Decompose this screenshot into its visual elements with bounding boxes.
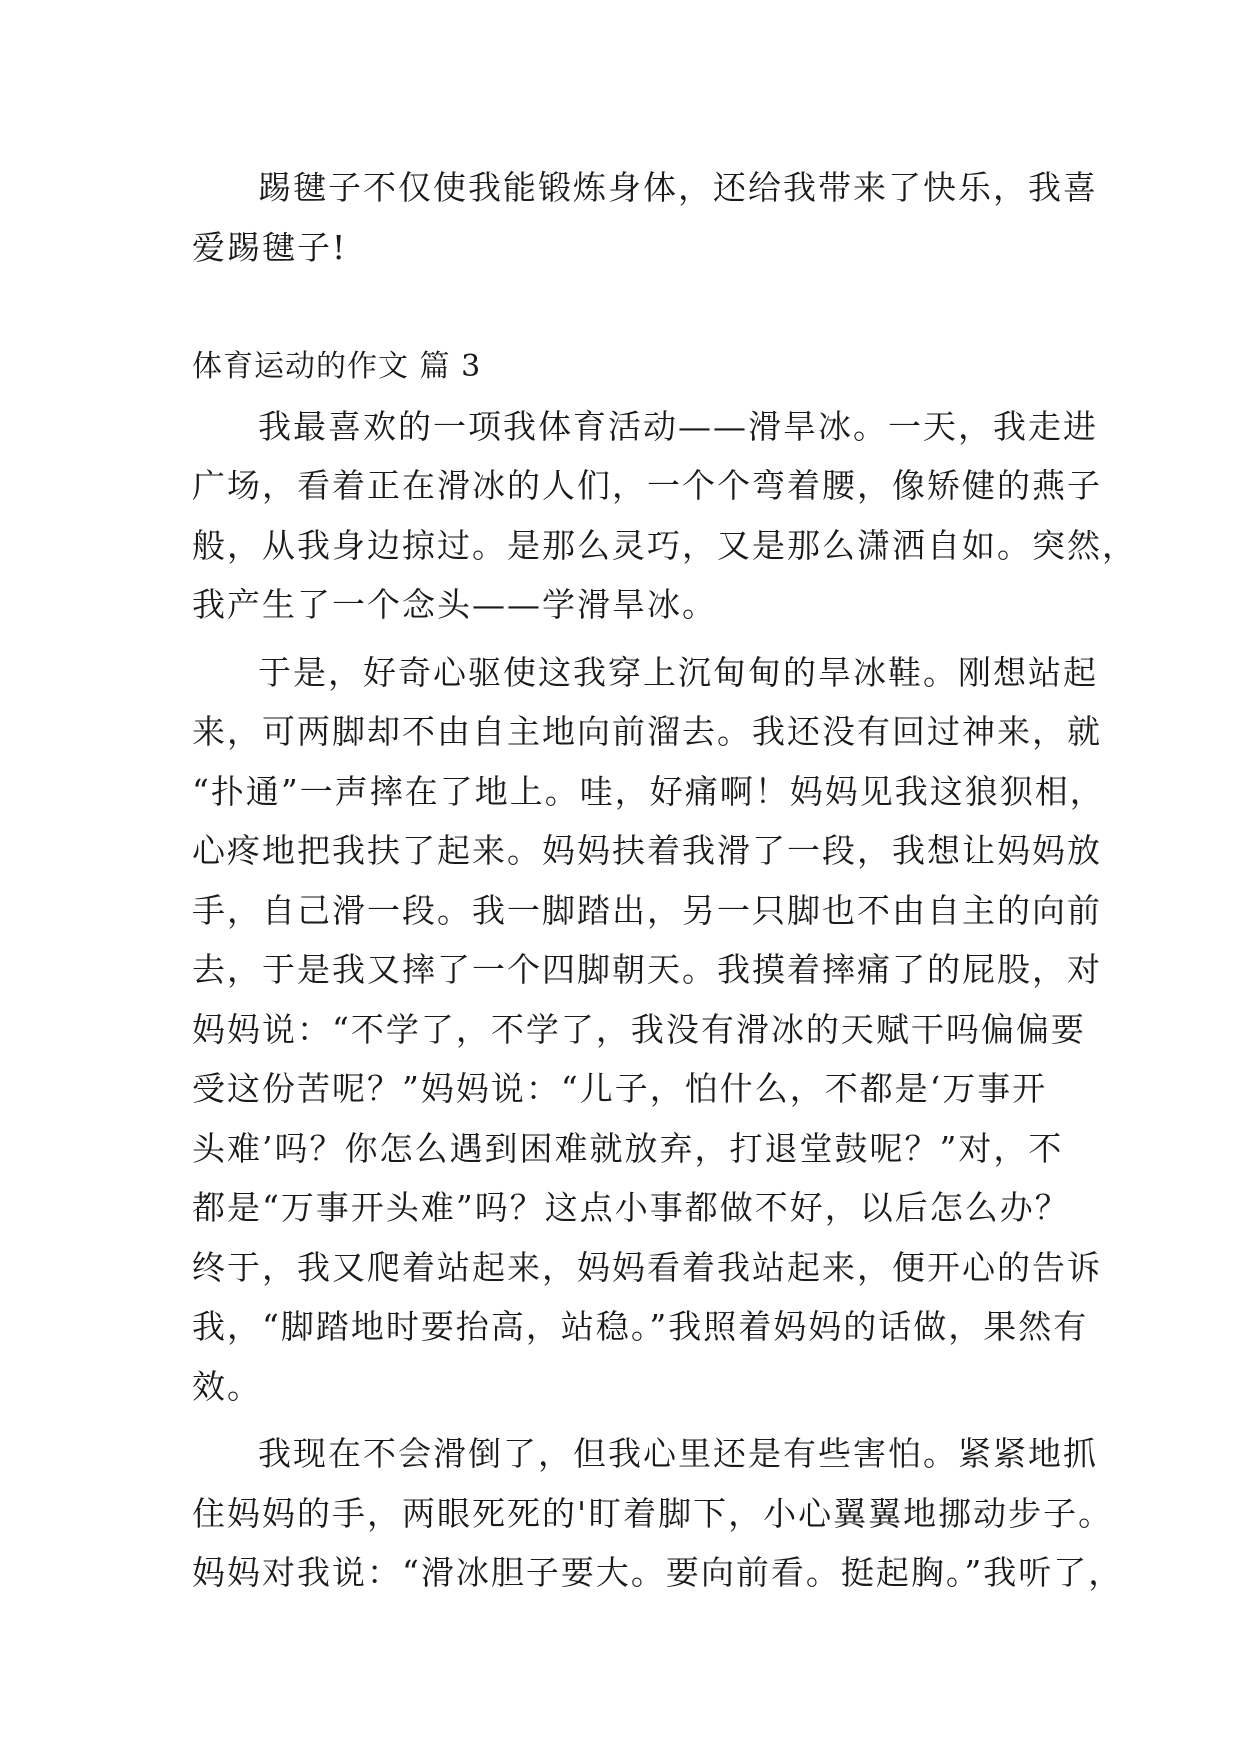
text-line: 我，“脚踏地时要抬高，站稳。”我照着妈妈的话做，果然有	[192, 1307, 1089, 1346]
text-line: 我最喜欢的一项我体育活动——滑旱冰。一天，我走进	[258, 406, 1098, 446]
text-line: 头难’吗？你怎么遇到困难就放弃，打退堂鼓呢？”对，不	[192, 1128, 1064, 1168]
text-line: 广场，看着正在滑冰的人们，一个个弯着腰，像矫健的燕子	[192, 466, 1102, 505]
paragraph-intro-skating	[192, 397, 1137, 635]
text-line: 妈妈说：“不学了，不学了，我没有滑冰的天赋干吗偏偏要	[192, 1009, 1086, 1049]
paragraph-learning-skating	[192, 643, 1105, 1417]
text-line: “扑通”一声摔在了地上。哇，好痛啊！妈妈见我这狼狈相，	[192, 771, 1105, 811]
essay-heading: 体育运动的作文 篇 3	[192, 349, 482, 384]
text-line: 妈妈对我说：“滑冰胆子要大。要向前看。挺起胸。”我听了，	[192, 1553, 1124, 1592]
text-line: 我现在不会滑倒了，但我心里还是有些害怕。紧紧地抓	[258, 1434, 1098, 1473]
text-line: 心疼地把我扶了起来。妈妈扶着我滑了一段，我想让妈妈放	[192, 831, 1102, 870]
text-line: 我产生了一个念头——学滑旱冰。	[192, 585, 717, 624]
text-line: 般，从我身边掠过。是那么灵巧，又是那么潇洒自如。突然，	[192, 525, 1137, 565]
text-line: 踢毽子不仅使我能锻炼身体，还给我带来了快乐，我喜	[258, 168, 1098, 207]
text-line: 效。	[192, 1366, 262, 1406]
text-line: 去，于是我又摔了一个四脚朝天。我摸着摔痛了的屁股，对	[192, 950, 1102, 989]
text-line: 终于，我又爬着站起来，妈妈看着我站起来，便开心的告诉	[192, 1247, 1102, 1287]
text-line: 都是“万事开头难”吗？这点小事都做不好，以后怎么办？	[192, 1188, 1070, 1227]
text-line: 受这份苦呢？”妈妈说：“儿子，怕什么，不都是‘万事开	[192, 1069, 1048, 1108]
text-line: 爱踢毽子!	[192, 227, 348, 267]
text-line: 来，可两脚却不由自主地向前溜去。我还没有回过神来，就	[192, 712, 1102, 751]
paragraph-skating-progress	[192, 1424, 1124, 1603]
document-page	[192, 158, 1137, 1603]
paragraph-jianzi-conclusion	[192, 158, 1098, 277]
text-line: 手，自己滑一段。我一脚踏出，另一只脚也不由自主的向前	[192, 890, 1102, 930]
text-line: 于是，好奇心驱使这我穿上沉甸甸的旱冰鞋。刚想站起	[258, 652, 1098, 692]
text-line: 住妈妈的手，两眼死死的'盯着脚下，小心翼翼地挪动步子。	[192, 1493, 1114, 1533]
